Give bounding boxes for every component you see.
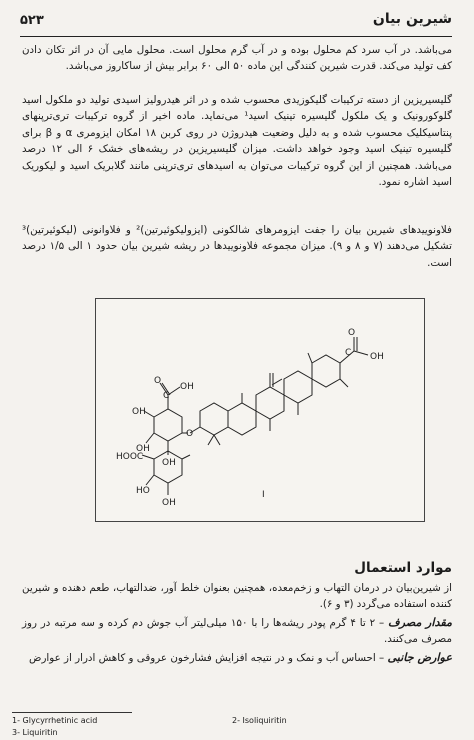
section-heading-uses: موارد استعمال bbox=[354, 560, 452, 576]
side-effects-text: – احساس آب و نمک و در نتیجه افزایش فشارخون عروقی و کاهش ادرار از عوارض bbox=[29, 652, 388, 664]
page-header bbox=[20, 10, 452, 32]
footnote-3: 3- Liquiritin bbox=[12, 728, 58, 737]
sugar-carboxyl-c: C bbox=[163, 391, 170, 401]
top-carboxyl-o: O bbox=[348, 328, 356, 338]
structure-roman-label: I bbox=[262, 490, 265, 500]
paragraph-uses: از شیرین‌بیان در درمان التهاب و زخم‌معده، همچنین بعنوان خلط آور، ضدالتهاب، طعم دهنده و شیرین کننده استفاده می‌گردد (۳ و ۶). bbox=[22, 582, 452, 611]
paragraph-2: گلیسیریزین از دسته ترکیبات گلیکوزیدی محسوب شده و در اثر هیدرولیز اسیدی تولید دو ملکول اسید گلوکورونیک و یک ملکول گلیسیره تینیک اسید¹ می‌نماید. ماده اخیر از گروه ترکیبات تری‌ترپنهای پنتاسیکلیک محسوب شده و به دلیل وضعیت هیدروژن در روی کربن ۱۸ امکان ایزومری α و β برای گلیسیره تینیک اسید وجود خواهد داشت. میزان گلیسیریزین در ریشه‌های خشک ۶ الی ۱۲ درصد می‌باشد. همچنین از این گروه ترکیبات می‌توان به اسیدهای تری‌ترپنی مانند گلابریک اسید و لیکوریک اسید اشاره نمود. bbox=[22, 94, 452, 189]
footnote-1: 1- Glycyrrhetinic acid bbox=[12, 716, 98, 725]
footnote-2: 2- Isoliquiritin bbox=[232, 716, 287, 725]
top-carboxyl-c: C bbox=[345, 348, 352, 358]
running-title: شیرین بیان bbox=[372, 11, 452, 27]
hydroxyl-label-a: OH bbox=[132, 407, 146, 417]
dosage-text: – ۲ تا ۴ گرم پودر ریشه‌ها را با ۱۵۰ میلی‌لیتر آب جوش دم کرده و سه مرتبه در روز مصرف می‌کنند. bbox=[22, 617, 452, 646]
top-carboxyl-oh: OH bbox=[370, 352, 384, 362]
footnote-rule bbox=[12, 712, 132, 713]
paragraph-1: می‌باشد. در آب سرد کم محلول بوده و در آب گرم محلول است. محلول مایی آن در اثر تکان دادن کف تولید می‌کند. قدرت شیرین کنندگی این ماده ۵۰ الی ۶۰ برابر بیش از ساکاروز می‌باشد. bbox=[22, 44, 452, 73]
hydroxyl-label-c: OH bbox=[162, 458, 176, 468]
glycosidic-oxygen: O bbox=[186, 429, 194, 439]
header-rule bbox=[20, 36, 452, 37]
paragraph-3: فلاونوییدهای شیرین بیان را جفت ایزومرهای شالکونی (ایزولیکوئیرتین)² و فلاوانونی (لیکوئیرتین)³ تشکیل می‌دهند (۷ و ۸ و ۹). میزان مجموعه فلاونوییدها در ریشه شیرین بیان حدود ۱ الی ۱/۵ درصد است. bbox=[22, 224, 452, 269]
hooc-label: HOOC bbox=[116, 452, 144, 462]
sugar-carboxyl-o: O bbox=[154, 376, 162, 386]
page-number: ۵۲۳ bbox=[20, 13, 44, 28]
hydroxyl-label-b: OH bbox=[136, 444, 150, 454]
ho-label: HO bbox=[136, 486, 150, 496]
hydroxyl-label-d: OH bbox=[162, 498, 176, 508]
side-effects-heading: عوارض جانبی bbox=[387, 651, 452, 664]
glycyrrhizin-structure-drawing bbox=[96, 299, 424, 521]
paragraph-side-effects bbox=[22, 650, 452, 666]
sugar-carboxyl-oh: OH bbox=[180, 382, 194, 392]
chemical-structure-figure bbox=[95, 298, 425, 522]
paragraph-dosage bbox=[22, 615, 452, 648]
dosage-heading: مقدار مصرف bbox=[387, 616, 452, 629]
